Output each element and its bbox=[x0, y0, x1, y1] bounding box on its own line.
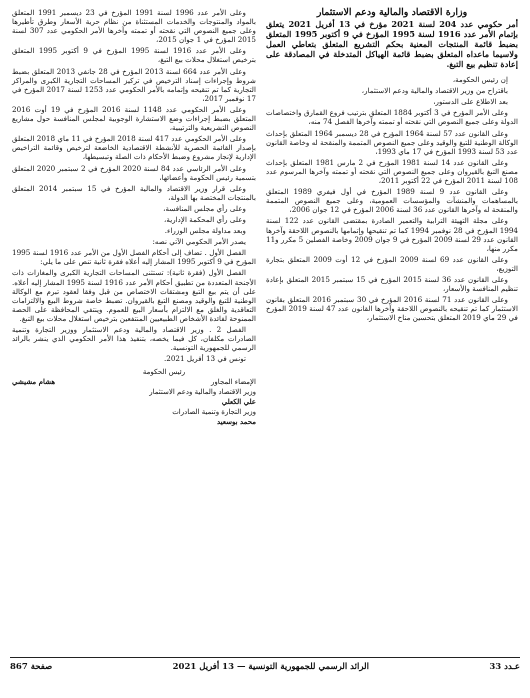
paragraph: الفصل 2 . وزير الاقتصاد والمالية ودعم الاستثمار ووزير التجارة وتنمية الصادرات مكلفان، كل فيما يخصه، بتنفيذ هذا الأمر الحكومي الذي ينشر بالرائد الرسمي للجمهورية التونسية. bbox=[12, 325, 256, 353]
minister1-name: علي الكعلي bbox=[221, 397, 256, 407]
signature-row bbox=[12, 377, 256, 387]
decree-title: أمر حكومي عدد 204 لسنة 2021 مؤرخ في 13 أفريل 2021 يتعلق بإتمام الأمر عدد 1916 لسنة 1995 المؤرخ في 9 أكتوبر 1995 المتعلق بضبط قائمة المنتجات المعنية بحكم التشريع المتعلق بتعاطي العمل ولاسيما ماعداه المتعلق بضبط قائمة الهياكل المتدخلة في المصادقة على إعادة تنظيم بيع التبغ. bbox=[266, 19, 519, 70]
right-column bbox=[266, 8, 518, 324]
paragraph: وعلى الأمر الرئاسي عدد 84 لسنة 2020 المؤرخ في 2 سبتمبر 2020 المتعلق بتسمية رئيس الحكومة وأعضائها، bbox=[12, 163, 256, 182]
journal-name: الرائد الرسمي للجمهورية التونسية — 13 أفريل 2021 bbox=[172, 662, 370, 672]
paragraph: وعلى رأي مجلس المنافسة، bbox=[163, 203, 246, 213]
paragraph: وعلى الأمر المؤرخ في 3 أكتوبر 1884 المتعلق بترتيب فروع القمارق واختصاصات الدولة وعلى جميع النصوص التي نقحته أو تممته وآخرها الفصل 74 منه، bbox=[266, 108, 518, 127]
paragraph: وعلى رأي المحكمة الإدارية، bbox=[164, 214, 246, 224]
paragraph: وعلى القانون عدد 9 لسنة 1989 المؤرخ في أول فيفري 1989 المتعلق بالمساهمات والمنشآت والمؤسسات العمومية، وعلى جميع النصوص المتممة والمنقحة له وآخرها القانون عدد 36 لسنة 2006 المؤرخ في 12 جوان 2006، bbox=[266, 187, 518, 215]
left-column bbox=[12, 8, 256, 427]
issue-number: عـدد 33 bbox=[489, 662, 520, 672]
paragraph: الفصل الأول . تضاف إلى أحكام الفصل الأول من الأمر عدد 1916 لسنة 1995 المؤرخ في 9 أكتوبر 1995 المشار إليه أعلاه فقرة ثانية تنص على ما يلي: bbox=[12, 248, 256, 267]
paragraph: وعلى الأمر عدد 664 لسنة 2013 المؤرخ في 28 جانفي 2013 المتعلق بضبط شروط وإجراءات إسناد الترخيص في تركيز المساحات التجارية الكبرى والمراكز التجارية كما تم تنقيحه وإتمامه بالأمر الحكومي عدد 1253 لسنة 2017 المؤرخ في 17 نوفمبر 2017، bbox=[12, 66, 256, 103]
paragraph: وعلى القانون عدد 36 لسنة 2015 المؤرخ في 15 سبتمبر 2015 المتعلق بإعادة تنظيم المنافسة والأسعار، bbox=[266, 274, 518, 294]
page-footer bbox=[10, 657, 520, 676]
paragraph: وعلى قرار وزير الاقتصاد والمالية المؤرخ في 15 سبتمبر 2014 المتعلق بالمنتجات المختصة بها الدولة، bbox=[12, 183, 256, 202]
paragraph: وعلى القانون عدد 57 لسنة 1964 المؤرخ في 28 ديسمبر 1964 المتعلق بإحداث الوكالة الوطنية للتبغ والوقيد وعلى جميع النصوص المتممة والمنقحة له وخاصة القانون عدد 53 لسنة 1993 المؤرخ في 17 ماي 1993، bbox=[266, 128, 518, 156]
paragraph: وعلى الأمر عدد 1916 لسنة 1995 المؤرخ في 9 أكتوبر 1995 المتعلق بترخيص استغلال محلات بيع التبغ، bbox=[12, 46, 256, 65]
paragraph: باقتراح من وزير الاقتصاد والمالية ودعم الاستثمار، bbox=[361, 86, 508, 96]
paragraph: وعلى الأمر عدد 1996 لسنة 1991 المؤرخ في 23 ديسمبر 1991 المتعلق بالمواد والمنتوجات والخدمات المستثناة من نظام حرية الأسعار وطرق تأطيرها وعلى جميع النصوص التي نقحته أو تممته وآخرها الأمر الحكومي عدد 307 لسنة 2015 المؤرخ في 1 جوان 2015، bbox=[12, 8, 256, 45]
paragraph: وعلى مجلة التهيئة الترابية والتعمير الصادرة بمقتضى القانون عدد 122 لسنة 1994 المؤرخ في 28 نوفمبر 1994 كما تم تنقيحها وإتمامها بالنصوص اللاحقة وآخرها القانون عدد 29 لسنة 2009 المؤرخ في 9 جوان 2009 وخاصة الفصلين 5 مكرر و11 مكرر منها، bbox=[266, 216, 519, 253]
paragraph: بعد الاطلاع على الدستور، bbox=[433, 97, 508, 107]
head-of-government-title: رئيس الحكومة bbox=[142, 368, 186, 377]
head-of-government-name: هشام مشيشي bbox=[12, 377, 56, 387]
paragraph: وعلى الأمر الحكومي عدد 417 لسنة 2018 المؤرخ في 11 ماي 2018 المتعلق بإصدار القائمة الحصرية للأنشطة الاقتصادية الخاضعة لترخيص وقائمة التراخيص الإدارية لإنجاز مشروع وضبط الأحكام ذات الصلة وتبسيطها، bbox=[12, 134, 256, 162]
paragraph: إن رئيس الحكومة، bbox=[452, 75, 508, 85]
page-number: صفحة 867 bbox=[10, 662, 53, 672]
countersign-label: الإمضاء المجاور bbox=[211, 378, 256, 387]
paragraph: وعلى القانون عدد 71 لسنة 2016 المؤرخ في 30 سبتمبر 2016 المتعلق بقانون الاستثمار كما تم تنقيحه بالنصوص اللاحقة وآخرها القانون عدد 47 لسنة 2019 المؤرخ في 29 ماي 2019 المتعلق بتحسين مناخ الاستثمار، bbox=[266, 295, 518, 323]
date-line: تونس في 13 أفريل 2021. bbox=[163, 354, 246, 364]
paragraph: وعلى القانون عدد 14 لسنة 1981 المؤرخ في 2 مارس 1981 المتعلق بإحداث مصنع التبغ بالقيروان وعلى جميع النصوص التي نقحته أو تممته وآخرها المرسوم عدد 108 لسنة 2011 المؤرخ في 22 أكتوبر 2011، bbox=[266, 157, 518, 186]
paragraph: يصدر الأمر الحكومي الآتي نصه: bbox=[152, 237, 246, 247]
paragraph: الفصل الأول (فقرة ثانية): تستثنى المساحات التجارية الكبرى والمغازات ذات الأجنحة المتعددة من تطبيق أحكام الأمر عدد 1916 لسنة 1995 المشار إليه أعلاه. على أن يتم بيع التبغ ومشتقات الاختصاص من قبل وفقا لعقود تبرم مع الوكالة الوطنية للتبغ والوقيد ومصنع التبغ بالقيروان. تضبط خاصة شروط البيع والالتزامات التعاقدية والغلق مع الالتزام بأسعار البيع للعموم. وينتفي المحافظة على الحصة الممنوحة لفائدة الأشخاص الطبيعيين المنتفعين بترخيص استغلال محلات بيع التبغ. bbox=[12, 268, 257, 323]
paragraph: وعلى الأمر الحكومي عدد 1148 لسنة 2016 المؤرخ في 19 أوت 2016 المتعلق بضبط إجراءات وضع الاستشارة الوجوبية لمجلس المنافسة حول مشاريع النصوص التشريعية والترتيبية، bbox=[12, 104, 256, 133]
paragraph: وبعد مداولة مجلس الوزراء. bbox=[164, 226, 246, 236]
minister2-title: وزير التجارة وتنمية الصادرات bbox=[172, 408, 256, 417]
paragraph: وعلى القانون عدد 69 لسنة 2009 المؤرخ في 12 أوت 2009 المتعلق بتجارة التوزيع، bbox=[266, 254, 518, 273]
minister1-title: وزير الاقتصاد والمالية ودعم الاستثمار bbox=[149, 388, 256, 397]
minister2-name: محمد بوسعيد bbox=[216, 417, 256, 427]
signature-block bbox=[12, 367, 256, 427]
ministry-heading: وزارة الاقتصاد والمالية ودعم الاستثمار bbox=[316, 7, 468, 18]
